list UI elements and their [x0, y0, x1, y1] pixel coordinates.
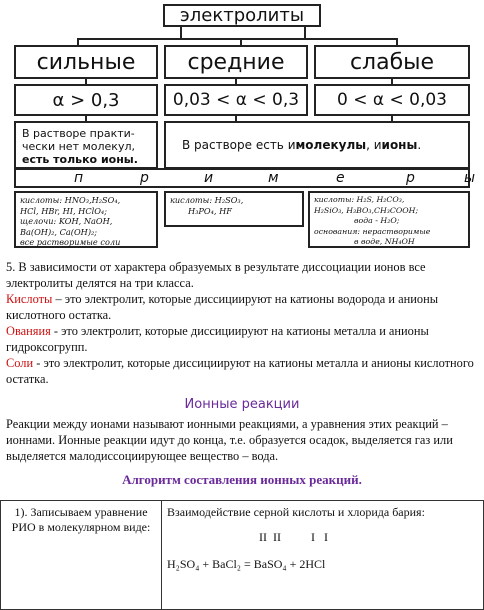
category-strong: сильные	[14, 45, 158, 79]
example-line: кислоты: HNO₃,H₂SO₄,	[20, 195, 121, 205]
examples-letter: р	[406, 170, 415, 186]
examples-letter: р	[140, 170, 149, 186]
examples-letter: м	[268, 170, 279, 186]
desc-medium-weak	[164, 121, 470, 169]
desc-strong-line: В растворе практи-	[22, 127, 135, 140]
alpha-strong: α > 0,3	[14, 84, 158, 116]
definition-bases	[6, 323, 478, 355]
example-line: вода - H₂O;	[354, 216, 400, 225]
category-weak: слабые	[314, 45, 470, 79]
connector	[77, 38, 397, 40]
desc-strong	[14, 121, 158, 169]
example-line: щелочи: KOH, NaOH,	[20, 216, 113, 226]
example-line: все растворимые соли	[20, 237, 121, 247]
example-line: кислоты: H₂S, H₂CO₃,	[314, 195, 405, 204]
paragraph-ionic: Реакции между ионами называют ионными реакциями, а уравнения этих реакций – ионнами. Ионные реакции идут до конца, т.е. образуется осадок, выделяется газ или выделяется малодиссоциирующее вещество – вода.	[6, 417, 453, 463]
definition-text: - это электролит, которые диссициируют на катионы металла и анионы гидроксогрупп.	[6, 324, 429, 354]
example-line: в воде, NH₄OH	[354, 237, 415, 246]
desc-bold-molecules: молекулы	[295, 138, 367, 152]
examples-strip	[14, 168, 476, 188]
term-acids: Кислоты	[6, 292, 53, 306]
desc-text: В растворе есть и	[182, 138, 296, 152]
equation: H₂SO₄ + BaCl₂ = BaSO₄ + 2HCl	[167, 557, 326, 571]
desc-strong-line: есть только ионы.	[22, 153, 138, 166]
example-line: H₃PO₄, HF	[188, 205, 232, 216]
example-line: Ba(OH)₂, Ca(OH)₂;	[20, 226, 98, 237]
definition-text: - это электролит, которые диссициируют на катионы металла и анионы кислотного остатка.	[6, 356, 474, 386]
examples-letter: ы	[464, 170, 476, 186]
example-line: H₂SiO₃, H₃BO₃,CH₃COOH;	[314, 205, 419, 215]
definition-acids	[6, 291, 478, 323]
definition-text: – это электролит, которые диссициируют на катионы водорода и анионы кислотного остатка.	[6, 292, 439, 322]
section-heading-ionic: Ионные реакции	[184, 397, 300, 412]
algorithm-table	[0, 500, 484, 610]
example-line: кислоты: H₂SO₃,	[170, 195, 244, 205]
connector	[180, 25, 182, 39]
examples-letter: и	[204, 170, 214, 186]
connector	[304, 25, 306, 39]
valence-row: II II I I	[259, 530, 328, 544]
alpha-medium: 0,03 < α < 0,3	[164, 84, 308, 116]
table-cell-example	[162, 501, 484, 610]
desc-bold-ions: ионы	[381, 138, 418, 152]
step-text: 1). Записываем уравнение РИО в молекулярном виде:	[11, 505, 151, 534]
examples-strong	[14, 191, 158, 248]
table-row	[1, 501, 484, 610]
diagram-title: электролиты	[163, 4, 321, 27]
desc-strong-line: чески нет молекул,	[22, 140, 135, 153]
example-line: основания: нерастворимые	[314, 226, 431, 236]
term-salts: Соли	[6, 356, 34, 370]
example-title: Взаимодействие серной кислоты и хлорида бария:	[167, 505, 425, 519]
definition-salts	[6, 355, 478, 387]
category-medium: средние	[164, 45, 308, 79]
desc-text: , и	[366, 138, 382, 152]
examples-letter: п	[74, 170, 84, 186]
paragraph-classes: 5. В зависимости от характера образуемых в результате диссоциации ионов все электролиты делятся на три класса.	[6, 260, 426, 290]
examples-letter: е	[336, 170, 345, 186]
example-line: HCl, HBr, HI, HClO₄;	[20, 205, 107, 216]
examples-weak	[308, 191, 470, 248]
alpha-weak: 0 < α < 0,03	[314, 84, 470, 116]
section-heading-algorithm: Алгоритм составления ионных реакций.	[122, 472, 362, 487]
table-cell-step	[1, 501, 162, 610]
examples-medium	[164, 191, 304, 227]
desc-text: .	[417, 138, 422, 152]
term-bases: Ованяия	[6, 324, 51, 338]
